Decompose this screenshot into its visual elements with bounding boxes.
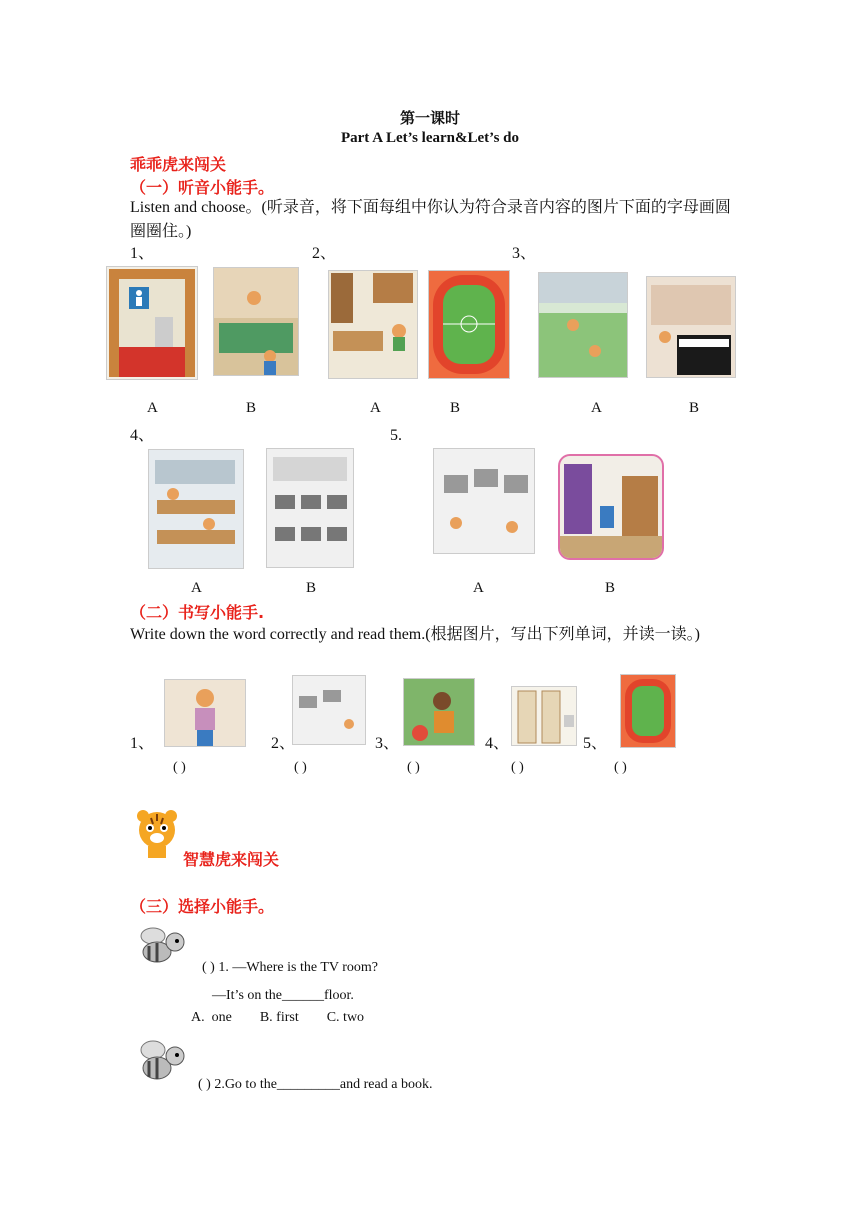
write-item-number: 5、	[583, 735, 608, 752]
garden-small-picture	[403, 678, 475, 746]
option-label-a[interactable]: A	[473, 580, 484, 596]
group-number: 1、	[130, 245, 155, 262]
group-number: 5.	[390, 427, 402, 444]
canteen-picture	[148, 449, 244, 569]
answer-blank[interactable]: ( )	[407, 760, 420, 775]
question-1-answer: —It’s on the______floor.	[212, 988, 354, 1003]
library-picture	[328, 270, 418, 379]
computer-room-picture	[266, 448, 354, 568]
option-label-b[interactable]: B	[605, 580, 616, 596]
toilet-picture	[106, 266, 198, 380]
part3-heading: （三）选择小能手。	[130, 897, 275, 916]
part1-heading: （一）听音小能手。	[130, 178, 275, 197]
option-label-a[interactable]: A	[370, 400, 381, 416]
option-label-b[interactable]: B	[450, 400, 461, 416]
group-number: 4、	[130, 427, 155, 444]
part1-instruction: Listen and choose。(听录音，将下面每组中你认为符合录音内容的图片下面的字母画圆圈圈住。)	[130, 199, 731, 240]
write-item-number: 1、	[130, 735, 155, 752]
answer-blank[interactable]: ( )	[511, 760, 524, 775]
write-item-number: 3、	[375, 735, 400, 752]
answer-blank[interactable]: ( )	[614, 760, 627, 775]
write-item-number: 2、	[271, 735, 296, 752]
tiger-icon	[134, 808, 180, 858]
option-label-a[interactable]: A	[591, 400, 602, 416]
bee-icon	[135, 1036, 187, 1086]
group-number: 2、	[312, 245, 337, 262]
answer-blank[interactable]: ( )	[173, 760, 186, 775]
playground-small-picture	[620, 674, 676, 748]
question-1: ( ) 1. —Where is the TV room?	[202, 960, 378, 975]
section-smart-heading: 智慧虎来闯关	[183, 850, 280, 869]
question-2: ( ) 2.Go to the_________and read a book.	[198, 1077, 433, 1092]
option-label-b[interactable]: B	[689, 400, 700, 416]
part2-instruction: Write down the word correctly and read them.(根据图片，写出下列单词，并读一读。)	[130, 626, 700, 643]
option-label-b[interactable]: B	[246, 400, 257, 416]
sports-field-picture	[428, 270, 510, 379]
music-room-picture	[646, 276, 736, 378]
computer-room-small-picture	[292, 675, 366, 745]
group-number: 3、	[512, 245, 537, 262]
playground-picture	[213, 267, 299, 376]
question-1-options: A. one B. first C. two	[191, 1010, 365, 1025]
option-label-a[interactable]: A	[147, 400, 158, 416]
answer-blank[interactable]: ( )	[294, 760, 307, 775]
washroom-picture	[511, 686, 577, 746]
bee-icon	[135, 924, 187, 968]
option-label-b[interactable]: B	[306, 580, 317, 596]
room-picture	[558, 454, 664, 560]
lesson-title: 第一课时	[399, 111, 460, 127]
write-item-number: 4、	[485, 735, 510, 752]
garden-picture	[538, 272, 628, 378]
computer-lab-picture	[433, 448, 535, 554]
option-label-a[interactable]: A	[191, 580, 202, 596]
section-easy-heading: 乖乖虎来闯关	[130, 155, 227, 174]
teachers-office-picture	[164, 679, 246, 747]
lesson-subtitle: Part A Let’s learn&Let’s do	[340, 130, 520, 146]
part2-heading: （二）书写小能手.	[130, 603, 265, 622]
